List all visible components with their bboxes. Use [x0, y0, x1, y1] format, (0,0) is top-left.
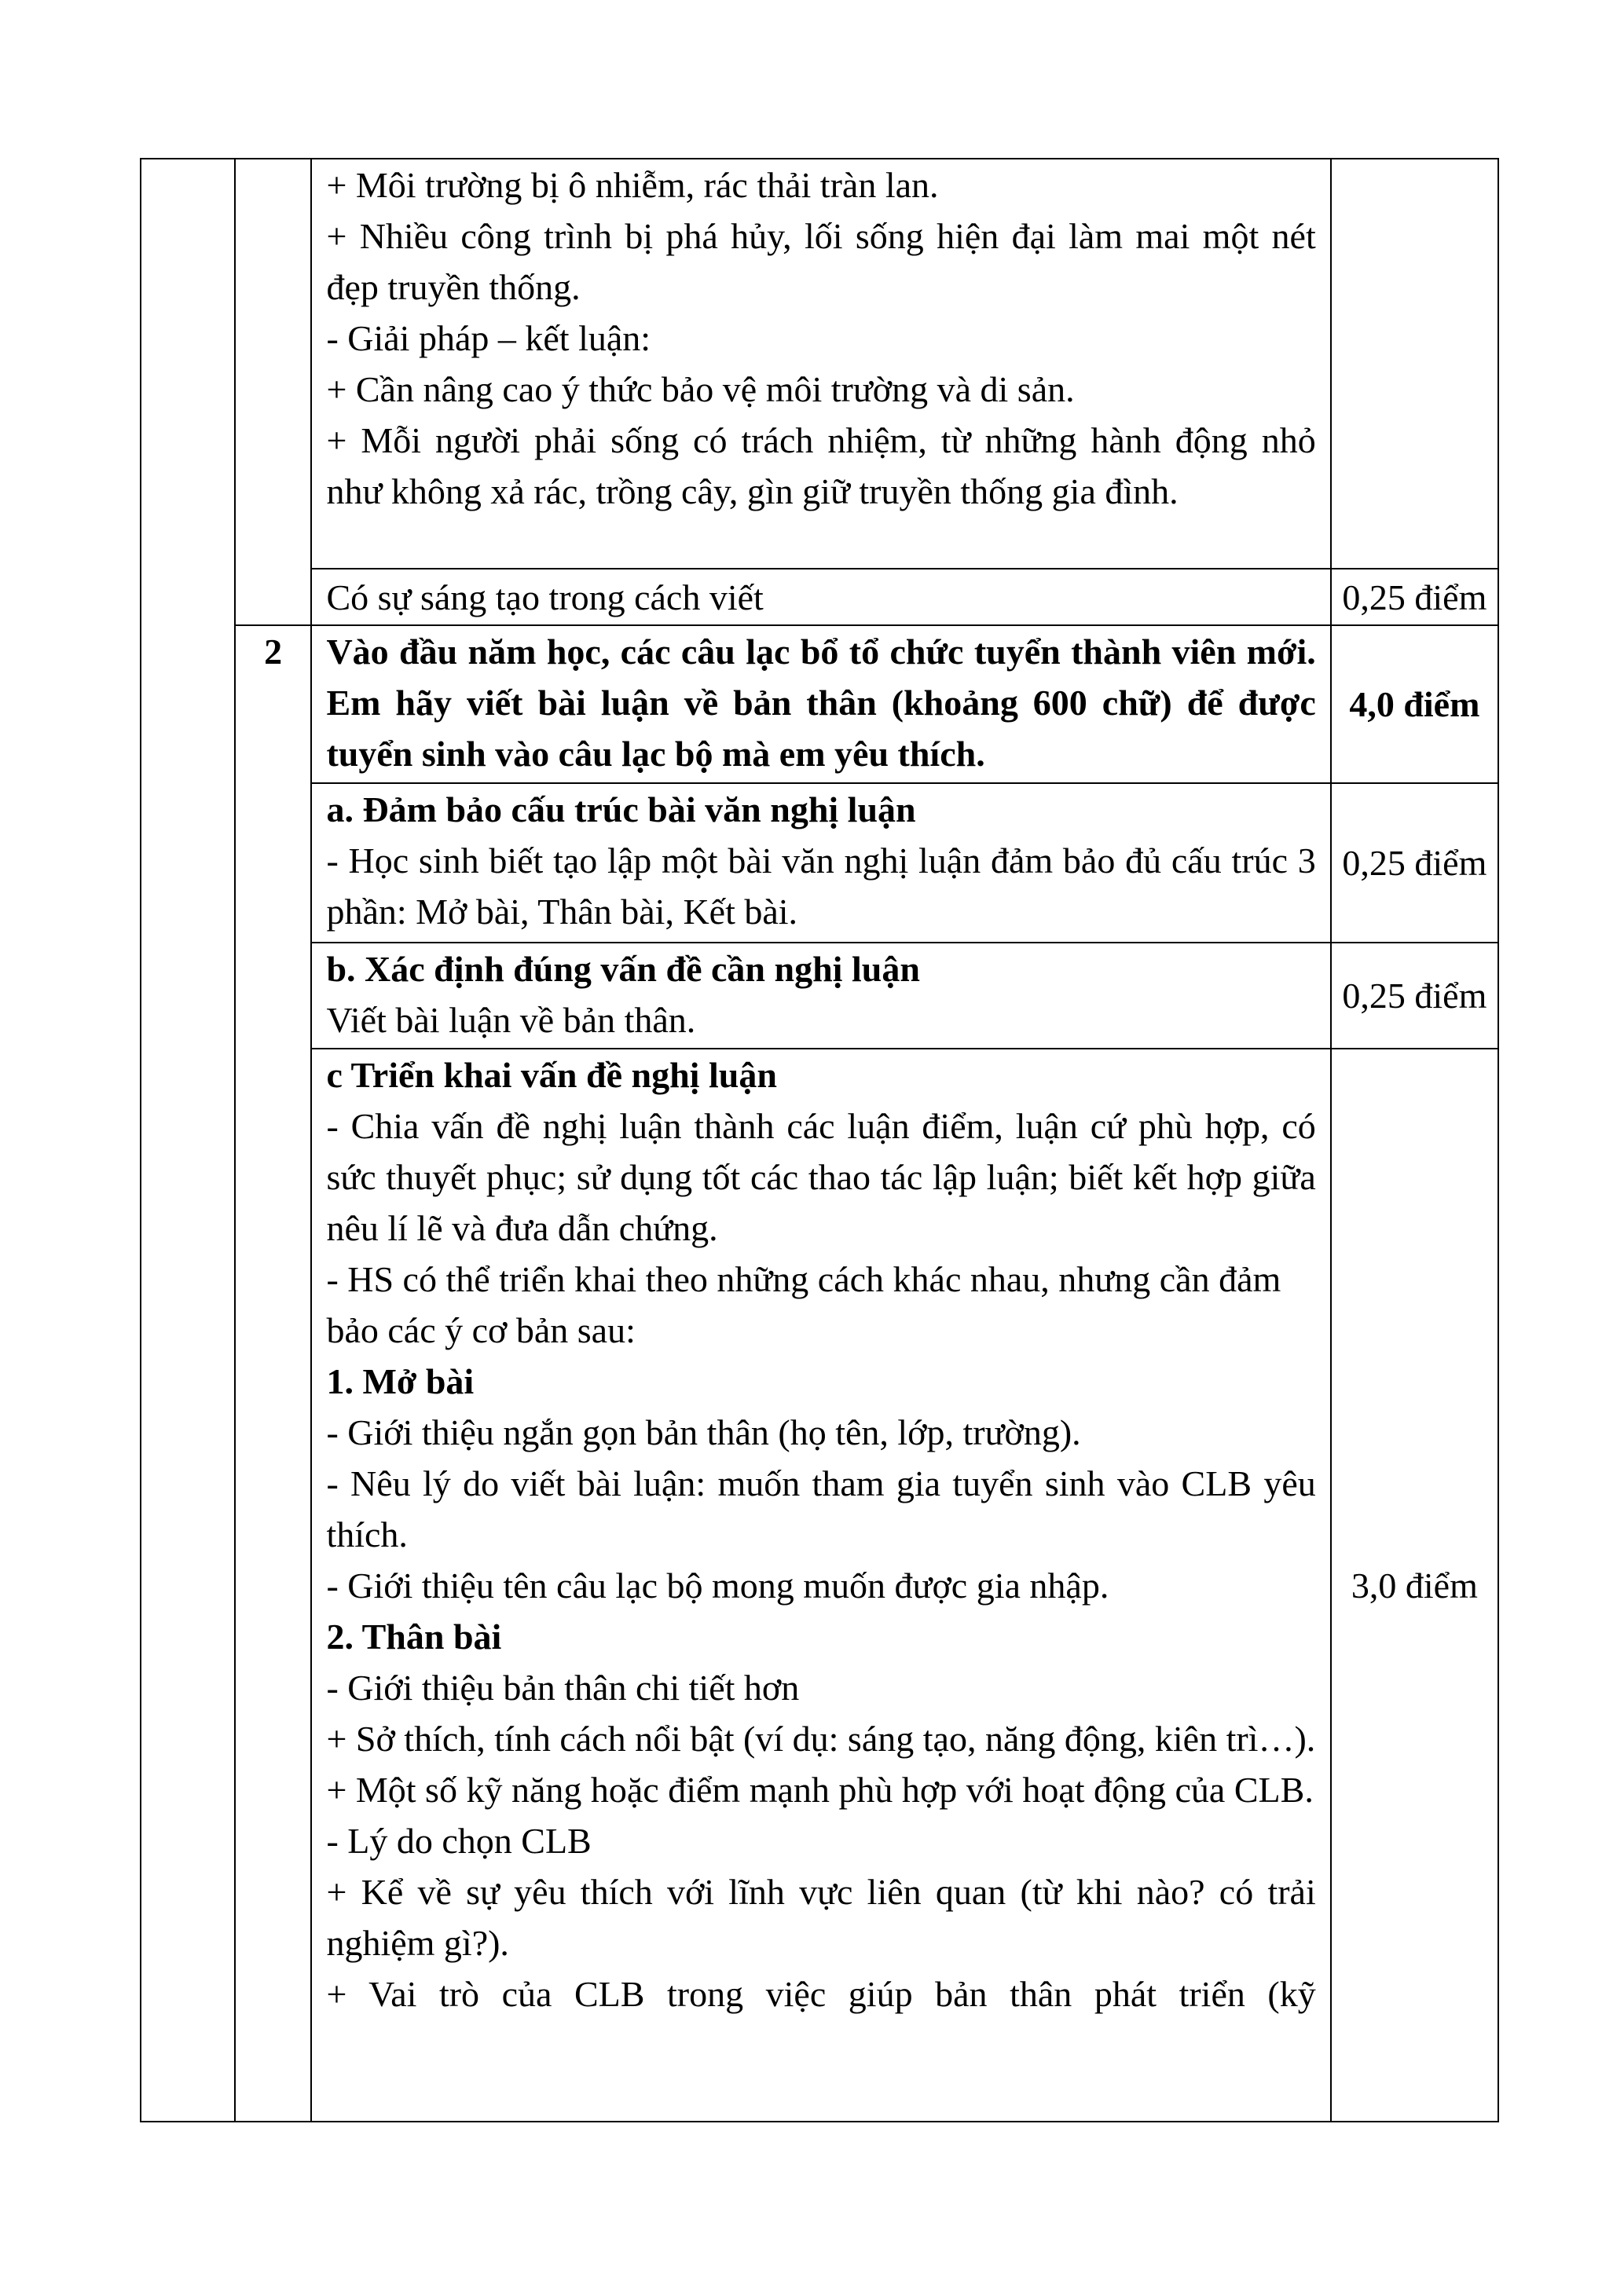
content-line: - Nêu lý do viết bài luận: muốn tham gia tuyển sinh vào CLB yêu thích.	[326, 1463, 1316, 1554]
content-line: + Sở thích, tính cách nổi bật (ví dụ: sáng tạo, năng động, kiên trì…).	[326, 1719, 1316, 1759]
content-line: - Giới thiệu tên câu lạc bộ mong muốn được gia nhập.	[326, 1565, 1109, 1606]
content-line: - Giới thiệu ngắn gọn bản thân (họ tên, lớp, trường).	[326, 1412, 1081, 1452]
content-line: + Vai trò của CLB trong việc giúp bản thân phát triển (kỹ	[326, 1974, 1316, 2014]
criterion-heading: a. Đảm bảo cấu trúc bài văn nghị luận	[326, 789, 916, 829]
content-line: - HS có thể triển khai theo những cách khác nhau, nhưng cần đảm bảo các ý cơ bản sau:	[326, 1259, 1281, 1350]
grading-table	[140, 158, 1499, 2122]
content-cell: Có sự sáng tạo trong cách viết	[311, 569, 1330, 625]
section-heading: 1. Mở bài	[326, 1361, 475, 1401]
score-cell: 4,0 điểm	[1331, 625, 1498, 783]
content-line: + Một số kỹ năng hoặc điểm mạnh phù hợp với hoạt động của CLB.	[326, 1770, 1314, 1810]
content-line: + Kể về sự yêu thích với lĩnh vực liên quan (từ khi nào? có trải nghiệm gì?).	[326, 1872, 1316, 1963]
question-prompt: Vào đầu năm học, các câu lạc bổ tổ chức tuyển thành viên mới. Em hãy viết bài luận về bản thân (khoảng 600 chữ) để được tuyển sinh vào câu lạc bộ mà em yêu thích.	[311, 625, 1330, 783]
table-row	[141, 943, 1498, 1049]
content-line: + Cần nâng cao ý thức bảo vệ môi trường và di sản.	[326, 369, 1075, 409]
content-line: + Môi trường bị ô nhiễm, rác thải tràn lan.	[326, 165, 939, 205]
content-line: + Nhiều công trình bị phá hủy, lối sống hiện đại làm mai một nét đẹp truyền thống.	[326, 216, 1316, 307]
criterion-heading: c Triển khai vấn đề nghị luận	[326, 1055, 777, 1095]
content-line: + Mỗi người phải sống có trách nhiệm, từ những hành động nhỏ như không xả rác, trồng cây, gìn giữ truyền thống gia đình.	[326, 420, 1316, 511]
content-line: - Lý do chọn CLB	[326, 1821, 592, 1861]
score-cell: 0,25 điểm	[1331, 943, 1498, 1049]
table-row	[141, 159, 1498, 569]
score-cell: 0,25 điểm	[1331, 783, 1498, 943]
table-row	[141, 783, 1498, 943]
content-cell	[311, 159, 1330, 569]
content-cell	[311, 783, 1330, 943]
score-cell	[1331, 159, 1498, 569]
content-line: Viết bài luận về bản thân.	[326, 1000, 696, 1040]
empty-column	[141, 159, 235, 2122]
criterion-heading: b. Xác định đúng vấn đề cần nghị luận	[326, 949, 920, 989]
content-cell	[311, 1049, 1330, 2122]
content-line: - Giải pháp – kết luận:	[326, 318, 651, 358]
score-cell: 0,25 điểm	[1331, 569, 1498, 625]
section-heading: 2. Thân bài	[326, 1617, 502, 1657]
table-row	[141, 569, 1498, 625]
content-line: - Giới thiệu bản thân chi tiết hơn	[326, 1668, 800, 1708]
score-cell: 3,0 điểm	[1331, 1049, 1498, 2122]
content-line: - Học sinh biết tạo lập một bài văn nghị luận đảm bảo đủ cấu trúc 3 phần: Mở bài, Thân bài, Kết bài.	[326, 840, 1316, 932]
content-line: - Chia vấn đề nghị luận thành các luận điểm, luận cứ phù hợp, có sức thuyết phục; sử dụng tốt các thao tác lập luận; biết kết hợp giữa nêu lí lẽ và đưa dẫn chứng.	[326, 1106, 1316, 1248]
question-number-cell	[235, 159, 312, 625]
table-row	[141, 625, 1498, 783]
table-row	[141, 1049, 1498, 2122]
content-cell	[311, 943, 1330, 1049]
question-number-cell: 2	[235, 625, 312, 2122]
